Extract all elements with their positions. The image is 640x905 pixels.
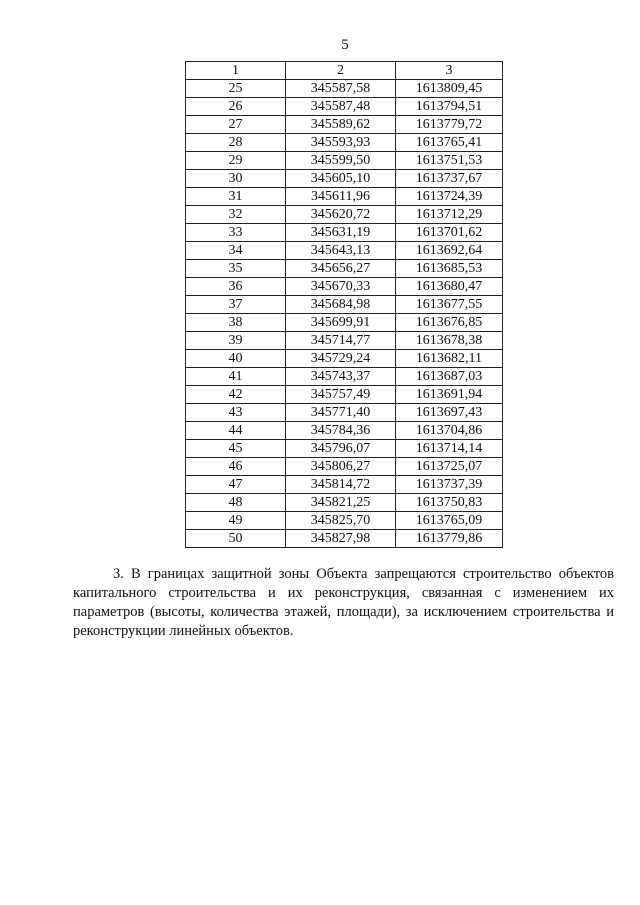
cell-y-coordinate: 1613724,39 (396, 188, 503, 206)
cell-point-number: 46 (186, 458, 286, 476)
cell-y-coordinate: 1613701,62 (396, 224, 503, 242)
cell-point-number: 30 (186, 170, 286, 188)
cell-y-coordinate: 1613750,83 (396, 494, 503, 512)
cell-y-coordinate: 1613809,45 (396, 80, 503, 98)
table-row (186, 296, 503, 314)
cell-y-coordinate: 1613685,53 (396, 260, 503, 278)
table-row (186, 206, 503, 224)
table-row (186, 476, 503, 494)
cell-point-number: 28 (186, 134, 286, 152)
cell-x-coordinate: 345814,72 (286, 476, 396, 494)
table-row (186, 512, 503, 530)
cell-x-coordinate: 345796,07 (286, 440, 396, 458)
table-row (186, 314, 503, 332)
cell-x-coordinate: 345743,37 (286, 368, 396, 386)
cell-point-number: 37 (186, 296, 286, 314)
table-row (186, 458, 503, 476)
cell-x-coordinate: 345605,10 (286, 170, 396, 188)
cell-y-coordinate: 1613737,67 (396, 170, 503, 188)
cell-point-number: 26 (186, 98, 286, 116)
cell-point-number: 39 (186, 332, 286, 350)
cell-x-coordinate: 345806,27 (286, 458, 396, 476)
table-header-row (186, 62, 503, 80)
cell-x-coordinate: 345784,36 (286, 422, 396, 440)
cell-x-coordinate: 345599,50 (286, 152, 396, 170)
cell-x-coordinate: 345821,25 (286, 494, 396, 512)
cell-x-coordinate: 345827,98 (286, 530, 396, 548)
table-row (186, 80, 503, 98)
cell-x-coordinate: 345587,48 (286, 98, 396, 116)
cell-x-coordinate: 345587,58 (286, 80, 396, 98)
cell-point-number: 27 (186, 116, 286, 134)
cell-point-number: 33 (186, 224, 286, 242)
cell-y-coordinate: 1613704,86 (396, 422, 503, 440)
cell-y-coordinate: 1613737,39 (396, 476, 503, 494)
cell-y-coordinate: 1613779,72 (396, 116, 503, 134)
table-row (186, 332, 503, 350)
table-row (186, 422, 503, 440)
cell-point-number: 36 (186, 278, 286, 296)
cell-y-coordinate: 1613691,94 (396, 386, 503, 404)
table-row (186, 530, 503, 548)
coordinates-table (185, 61, 503, 548)
cell-x-coordinate: 345643,13 (286, 242, 396, 260)
cell-y-coordinate: 1613697,43 (396, 404, 503, 422)
column-header-y: 3 (396, 62, 503, 80)
cell-point-number: 48 (186, 494, 286, 512)
cell-point-number: 29 (186, 152, 286, 170)
cell-y-coordinate: 1613678,38 (396, 332, 503, 350)
cell-y-coordinate: 1613682,11 (396, 350, 503, 368)
cell-y-coordinate: 1613712,29 (396, 206, 503, 224)
cell-point-number: 49 (186, 512, 286, 530)
table-row (186, 440, 503, 458)
cell-y-coordinate: 1613676,85 (396, 314, 503, 332)
cell-point-number: 41 (186, 368, 286, 386)
cell-point-number: 45 (186, 440, 286, 458)
cell-x-coordinate: 345729,24 (286, 350, 396, 368)
table-row (186, 260, 503, 278)
cell-x-coordinate: 345670,33 (286, 278, 396, 296)
cell-x-coordinate: 345825,70 (286, 512, 396, 530)
table-row (186, 404, 503, 422)
cell-y-coordinate: 1613765,09 (396, 512, 503, 530)
cell-point-number: 50 (186, 530, 286, 548)
table-row (186, 116, 503, 134)
paragraph-protection-zone: 3. В границах защитной зоны Объекта запрещаются строительство объектов капитального строительства и их реконструкция, связанная с изменением их параметров (высоты, количества этажей, площади), за исключением строительства и реконструкции линейных объектов. (73, 566, 614, 639)
cell-point-number: 38 (186, 314, 286, 332)
cell-x-coordinate: 345714,77 (286, 332, 396, 350)
table-row (186, 278, 503, 296)
cell-point-number: 25 (186, 80, 286, 98)
cell-y-coordinate: 1613680,47 (396, 278, 503, 296)
cell-y-coordinate: 1613794,51 (396, 98, 503, 116)
cell-point-number: 40 (186, 350, 286, 368)
table-row (186, 188, 503, 206)
cell-y-coordinate: 1613779,86 (396, 530, 503, 548)
cell-y-coordinate: 1613714,14 (396, 440, 503, 458)
cell-y-coordinate: 1613765,41 (396, 134, 503, 152)
table-row (186, 152, 503, 170)
table-body (186, 80, 503, 548)
cell-x-coordinate: 345611,96 (286, 188, 396, 206)
column-header-x: 2 (286, 62, 396, 80)
cell-x-coordinate: 345684,98 (286, 296, 396, 314)
cell-x-coordinate: 345589,62 (286, 116, 396, 134)
cell-point-number: 31 (186, 188, 286, 206)
cell-point-number: 44 (186, 422, 286, 440)
page-number: 5 (341, 37, 349, 53)
column-header-point: 1 (186, 62, 286, 80)
cell-point-number: 32 (186, 206, 286, 224)
table-row (186, 242, 503, 260)
cell-point-number: 42 (186, 386, 286, 404)
table-row (186, 350, 503, 368)
table-row (186, 224, 503, 242)
cell-x-coordinate: 345699,91 (286, 314, 396, 332)
cell-x-coordinate: 345620,72 (286, 206, 396, 224)
cell-point-number: 47 (186, 476, 286, 494)
table-row (186, 386, 503, 404)
table-row (186, 134, 503, 152)
cell-x-coordinate: 345631,19 (286, 224, 396, 242)
cell-point-number: 34 (186, 242, 286, 260)
cell-y-coordinate: 1613725,07 (396, 458, 503, 476)
cell-x-coordinate: 345757,49 (286, 386, 396, 404)
cell-y-coordinate: 1613687,03 (396, 368, 503, 386)
table-row (186, 494, 503, 512)
cell-x-coordinate: 345771,40 (286, 404, 396, 422)
table-row (186, 368, 503, 386)
cell-point-number: 35 (186, 260, 286, 278)
table-row (186, 98, 503, 116)
cell-x-coordinate: 345656,27 (286, 260, 396, 278)
table-row (186, 170, 503, 188)
cell-y-coordinate: 1613692,64 (396, 242, 503, 260)
cell-y-coordinate: 1613677,55 (396, 296, 503, 314)
cell-point-number: 43 (186, 404, 286, 422)
cell-x-coordinate: 345593,93 (286, 134, 396, 152)
cell-y-coordinate: 1613751,53 (396, 152, 503, 170)
